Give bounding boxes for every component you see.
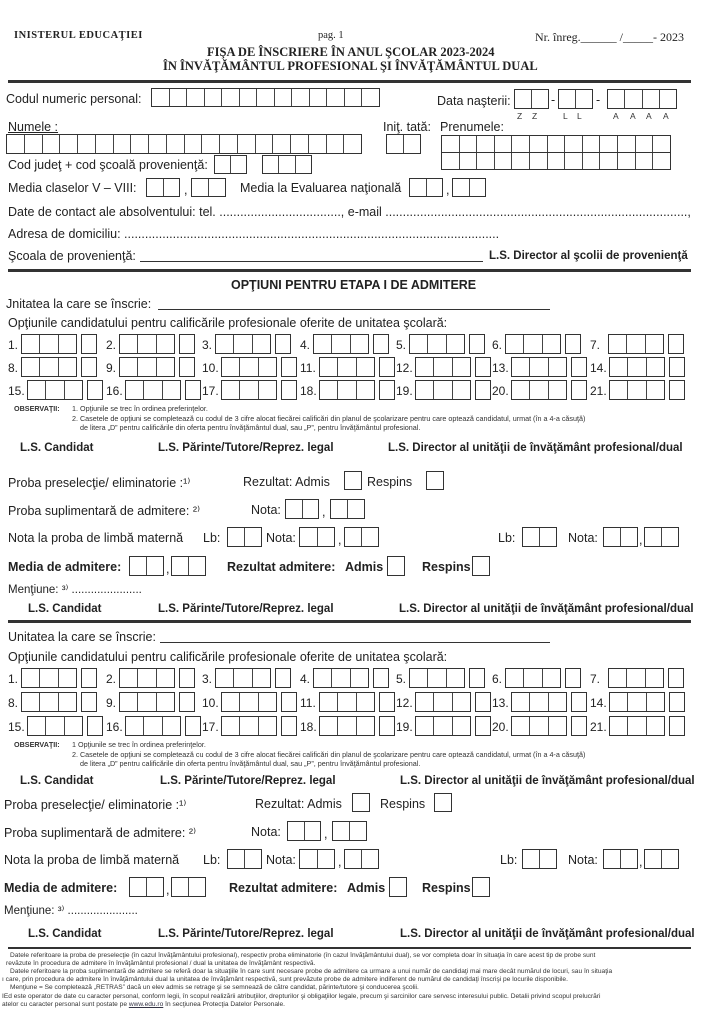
footnote-4a: IEd este operator de date cu caracter personal, conform legii, în scopul realizării atribuţiilor, drepturilor şi obligaţiilor legale, precum şi sarcinilor care servesc interesului public. Detalii privind scopul prelucrări	[2, 993, 601, 1000]
hint-year: A	[663, 111, 669, 121]
stage1-option-21-type-input[interactable]	[669, 380, 685, 400]
stage2-option-1-code-input[interactable]	[21, 668, 77, 688]
birth-year-input[interactable]	[607, 89, 677, 109]
stage2-supplementary-grade-dec[interactable]	[332, 821, 367, 841]
comma: ,	[338, 855, 342, 869]
hint-month: L	[563, 111, 568, 121]
stage2-admission-avg-label: Media de admitere:	[4, 881, 118, 895]
stage2-option-11-type-input[interactable]	[379, 692, 395, 712]
stage2-supplementary-grade-int[interactable]	[287, 821, 321, 841]
hint-year: A	[646, 111, 652, 121]
county-school-code-label: Cod judeţ + cod şcoală provenienţă:	[8, 158, 208, 172]
address-field[interactable]: Adresa de domiciliu: ............................................................................................................	[8, 227, 500, 241]
stage1-lang-label-2: Lb:	[498, 531, 516, 545]
stage1-preselection-admitted-checkbox[interactable]	[344, 471, 362, 490]
stage1-admitted-label: Admis	[345, 560, 384, 574]
stage1-option-number: 16.	[106, 384, 123, 398]
stage1-admission-avg-label: Media de admitere:	[8, 560, 122, 574]
stage2-option-number: 13.	[492, 696, 509, 710]
stage1-unit-input[interactable]	[158, 309, 550, 310]
stage2-option-4-type-input[interactable]	[373, 668, 389, 688]
stage2-option-7-code-input[interactable]	[608, 668, 664, 688]
footnote-1b: revăzute în procedura de admitere în învăţământul profesional / dual la unitatea de învăţământ respectivă.	[6, 960, 316, 967]
stage2-unit-label: Unitatea la care se înscrie:	[8, 630, 156, 644]
stage2-option-17-type-input[interactable]	[281, 716, 297, 736]
stage1-option-number: 12.	[396, 361, 413, 375]
stage1-obs-title: OBSERVAŢII:	[14, 404, 60, 413]
national-eval-int-input[interactable]	[409, 178, 443, 197]
stage1-sig-parent: L.S. Părinte/Tutore/Reprez. legal	[158, 442, 334, 454]
stage2-grade-label-2: Nota:	[266, 853, 296, 867]
stage1-supplementary-grade-int[interactable]	[285, 499, 319, 519]
stage2-option-11-code-input[interactable]	[319, 692, 375, 712]
stage2-option-1-type-input[interactable]	[81, 668, 97, 688]
father-initial-input[interactable]	[386, 134, 421, 154]
comma: ,	[166, 562, 170, 576]
stage2-lang-label-2: Lb:	[500, 853, 518, 867]
stage2-option-number: 4.	[300, 672, 311, 686]
stage2-unit-input[interactable]	[160, 642, 550, 643]
stage2-option-3-type-input[interactable]	[275, 668, 291, 688]
stage1-obs-2b: de litera „D” pentru calificările din oferta pentru învăţământul dual, sau „P”, pentru învăţământul profesional.	[80, 423, 421, 432]
county-code-input[interactable]	[214, 155, 247, 174]
stage1-option-3-code-input[interactable]	[215, 334, 271, 354]
origin-school-label: Şcoala de provenienţă:	[8, 249, 136, 263]
stage1-option-number: 8.	[8, 361, 19, 375]
stage2-admission-admitted-checkbox[interactable]	[389, 877, 407, 897]
stage2-option-5-type-input[interactable]	[469, 668, 485, 688]
stage2-option-8-code-input[interactable]	[21, 692, 77, 712]
stage1-option-16-code-input[interactable]	[125, 380, 181, 400]
footnote-2b: ı care, prin procedura de admitere în învăţământului dual la unitatea de învăţământ respectivă, sunt prevăzute probe de admitere indiferent de numărul de candidaţi înscrişi pe locurile disponibile.	[2, 976, 568, 983]
stage1-mother-tongue-grade-int-2[interactable]	[603, 527, 638, 547]
stage1-option-14-type-input[interactable]	[669, 357, 685, 377]
stage1-option-12-type-input[interactable]	[475, 357, 491, 377]
stage1-obs-2a: 2. Casetele de opţiuni se completează cu codul de 3 cifre alocat fiecărei calificări din planul de şcolarizare pentru care optează candidatul, urmat (în a 4-a căsuţă)	[72, 414, 586, 423]
stage1-grade-label-3: Nota:	[568, 531, 598, 545]
stage1-option-number: 11.	[300, 361, 316, 375]
stage1-option-8-code-input[interactable]	[21, 357, 77, 377]
stage1-mother-tongue-grade-dec-1[interactable]	[344, 527, 379, 547]
stage1-sig-director: L.S. Director al unităţii de învăţământ profesional/dual	[388, 442, 683, 454]
stage1-option-17-code-input[interactable]	[221, 380, 277, 400]
stage2-option-number: 12.	[396, 696, 413, 710]
stage2-option-5-code-input[interactable]	[409, 668, 465, 688]
stage1-option-number: 14.	[590, 361, 607, 375]
stage1-lang-input-2[interactable]	[522, 527, 557, 547]
stage1-options-label: Opţiunile candidatului pentru calificările profesionale oferite de unitatea şcolară:	[8, 316, 448, 330]
stage1-grade-label-2: Nota:	[266, 531, 296, 545]
stage1-option-7-type-input[interactable]	[668, 334, 684, 354]
stage1-grade-label: Nota:	[251, 503, 281, 517]
stage1-option-15-type-input[interactable]	[87, 380, 103, 400]
stage2-option-13-type-input[interactable]	[571, 692, 587, 712]
stage1-option-13-type-input[interactable]	[571, 357, 587, 377]
origin-school-input[interactable]	[140, 261, 483, 262]
stage2-option-16-code-input[interactable]	[125, 716, 181, 736]
stage1-sig2-parent: L.S. Părinte/Tutore/Reprez. legal	[158, 603, 334, 615]
footnote-2a: Datele referitoare la proba suplimentară de admitere se referă doar la situaţiile în care sunt necesare probe de admitere ca urmare a unui număr de candidaţi mai mare decât numărul de locuri, sau în situaţia	[10, 968, 613, 975]
stage2-option-12-code-input[interactable]	[415, 692, 471, 712]
stage2-option-number: 15.	[8, 720, 25, 734]
hint-year: A	[630, 111, 636, 121]
stage2-option-9-type-input[interactable]	[179, 692, 195, 712]
section-divider	[8, 269, 691, 272]
school-code-input[interactable]	[262, 155, 312, 174]
footnote-1a: Datele referitoare la proba de preselecţie (în cazul învăţământului profesional), respectiv proba eliminatorie (în cazul învăţământului dual), se vor completa doar în situaţia în care acest tip de probe sunt	[10, 952, 596, 959]
stage2-obs-1: 1 Opţiunile se trec în ordinea preferinţelor.	[72, 740, 206, 749]
registration-number: Nr. înreg.______ /_____- 2023	[535, 30, 684, 44]
hint-month: L	[577, 111, 582, 121]
stage2-option-number: 9.	[106, 696, 117, 710]
stage2-option-18-code-input[interactable]	[319, 716, 375, 736]
stage2-supplementary-label: Proba suplimentară de admitere: ²⁾	[4, 826, 197, 840]
stage1-option-8-type-input[interactable]	[81, 357, 97, 377]
stage2-preselection-rejected-checkbox[interactable]	[434, 793, 452, 812]
stage2-option-number: 5.	[396, 672, 407, 686]
stage2-option-number: 8.	[8, 696, 19, 710]
stage2-obs-2b: de litera „D” pentru calificările din oferta pentru învăţământul dual, sau „P”, pentru învăţământul profesional.	[80, 759, 421, 768]
stage2-option-20-code-input[interactable]	[511, 716, 567, 736]
stage2-option-6-code-input[interactable]	[505, 668, 561, 688]
stage1-mother-tongue-label: Nota la proba de limbă maternă	[8, 531, 184, 545]
stage2-lang-input-2[interactable]	[522, 849, 557, 869]
grades-v-viii-label: Media claselor V – VIII:	[8, 181, 137, 195]
stage1-admission-rejected-checkbox[interactable]	[472, 556, 490, 576]
stage1-option-6-code-input[interactable]	[505, 334, 561, 354]
stage1-option-number: 13.	[492, 361, 509, 375]
stage1-sig2-candidate: L.S. Candidat	[28, 603, 102, 615]
stage1-mother-tongue-grade-dec-2[interactable]	[644, 527, 679, 547]
stage1-option-11-type-input[interactable]	[379, 357, 395, 377]
stage1-option-3-type-input[interactable]	[275, 334, 291, 354]
stage2-lang-input-1[interactable]	[227, 849, 262, 869]
stage2-option-9-code-input[interactable]	[119, 692, 175, 712]
stage2-admission-avg-dec[interactable]	[171, 877, 206, 897]
stage1-option-12-code-input[interactable]	[415, 357, 471, 377]
stage2-option-number: 18.	[300, 720, 317, 734]
stage1-option-number: 1.	[8, 338, 19, 352]
stage2-option-number: 14.	[590, 696, 607, 710]
stage2-mention-field[interactable]: Menţiune: ³⁾ ......................	[4, 905, 138, 917]
birth-month-input[interactable]	[558, 89, 593, 109]
stage2-option-number: 17.	[202, 720, 219, 734]
stage1-option-number: 6.	[492, 338, 503, 352]
form-title-line2: ÎN ÎNVĂŢĂMÂNTUL PROFESIONAL ŞI ÎNVĂŢĂMÂNTUL DUAL	[163, 59, 538, 73]
stage2-lang-label: Lb:	[203, 853, 221, 867]
stage2-preselection-label: Proba preselecţie/ eliminatorie :¹⁾	[4, 798, 187, 812]
cnp-label: Codul numeric personal:	[6, 92, 142, 106]
stage2-option-number: 16.	[106, 720, 123, 734]
stage1-lang-input-1[interactable]	[227, 527, 262, 547]
comma: ,	[639, 855, 643, 869]
stage1-option-number: 7.	[590, 338, 601, 352]
stage2-sig-director: L.S. Director al unităţii de învăţământ profesional/dual	[400, 775, 695, 787]
stage2-sig2-director: L.S. Director al unităţii de învăţământ profesional/dual	[400, 928, 695, 940]
stage1-obs-1: 1. Opţiunile se trec în ordinea preferinţelor.	[72, 404, 208, 413]
stage1-option-18-type-input[interactable]	[379, 380, 395, 400]
stage1-option-19-type-input[interactable]	[475, 380, 491, 400]
stage2-option-21-type-input[interactable]	[669, 716, 685, 736]
footnote-3: Menţiune = Se completează „RETRAS” dacă un elev admis se retrage şi se semnează de către candidat, părinte/tutore şi conducerea şcolii.	[10, 984, 419, 991]
grades-v-viii-dec-input[interactable]	[191, 178, 226, 197]
section-divider	[8, 620, 691, 623]
edu-ro-link[interactable]: www.edu.ro	[128, 1001, 164, 1008]
cnp-input[interactable]	[151, 88, 380, 107]
stage1-option-11-code-input[interactable]	[319, 357, 375, 377]
stage1-option-1-code-input[interactable]	[21, 334, 77, 354]
stage2-option-2-code-input[interactable]	[119, 668, 175, 688]
stage2-option-14-code-input[interactable]	[609, 692, 665, 712]
stage2-admission-result-label: Rezultat admitere:	[229, 881, 338, 895]
stage1-option-1-type-input[interactable]	[81, 334, 97, 354]
stage2-options-label: Opţiunile candidatului pentru calificările profesionale oferite de unitatea şcolară:	[8, 650, 448, 664]
stage1-option-2-type-input[interactable]	[179, 334, 195, 354]
stage1-rejected-label-2: Respins	[422, 560, 471, 574]
stage2-mother-tongue-grade-int-1[interactable]	[299, 849, 335, 869]
comma: ,	[639, 533, 643, 547]
dash: -	[596, 93, 601, 107]
stage1-option-number: 4.	[300, 338, 311, 352]
stage1-option-2-code-input[interactable]	[119, 334, 175, 354]
stage1-rejected-label: Respins	[367, 475, 413, 489]
stage2-option-20-type-input[interactable]	[571, 716, 587, 736]
stage1-supplementary-grade-dec[interactable]	[330, 499, 365, 519]
stage2-option-12-type-input[interactable]	[475, 692, 491, 712]
stage1-option-9-code-input[interactable]	[119, 357, 175, 377]
stage1-option-13-code-input[interactable]	[511, 357, 567, 377]
stage2-option-number: 7.	[590, 672, 601, 686]
stage1-option-9-type-input[interactable]	[179, 357, 195, 377]
stage1-option-number: 19.	[396, 384, 413, 398]
stage2-option-10-type-input[interactable]	[281, 692, 297, 712]
footnote-4b-text: atelor cu caracter personal sunt postate pe	[2, 1001, 129, 1008]
stage1-admission-admitted-checkbox[interactable]	[387, 556, 405, 576]
stage2-option-number: 19.	[396, 720, 413, 734]
stage1-option-number: 15.	[8, 384, 25, 398]
first-name-input-row1[interactable]	[441, 135, 671, 153]
stage2-grade-label-3: Nota:	[568, 853, 598, 867]
stage1-option-5-type-input[interactable]	[469, 334, 485, 354]
stage2-rejected-label: Respins	[380, 797, 426, 811]
stage2-mother-tongue-label: Nota la proba de limbă maternă	[4, 853, 180, 867]
stage1-option-20-code-input[interactable]	[511, 380, 567, 400]
comma: ,	[324, 827, 328, 841]
stage2-option-19-type-input[interactable]	[475, 716, 491, 736]
comma: ,	[166, 883, 170, 897]
stage1-lang-label: Lb:	[203, 531, 221, 545]
stage1-admission-avg-int[interactable]	[129, 556, 164, 576]
stage1-option-number: 2.	[106, 338, 117, 352]
comma: ,	[184, 183, 188, 197]
birth-day-input[interactable]	[514, 89, 549, 109]
dash: -	[551, 93, 556, 107]
stage2-admission-rejected-checkbox[interactable]	[472, 877, 490, 897]
stage2-option-number: 21.	[590, 720, 607, 734]
grades-v-viii-int-input[interactable]	[146, 178, 180, 197]
stage2-admission-avg-int[interactable]	[129, 877, 164, 897]
stage2-admitted-label: Admis	[347, 881, 386, 895]
stage1-option-4-code-input[interactable]	[313, 334, 369, 354]
stage2-grade-label: Nota:	[251, 825, 281, 839]
stage2-option-19-code-input[interactable]	[415, 716, 471, 736]
stage2-option-15-type-input[interactable]	[87, 716, 103, 736]
stage2-obs-2a: 2. Casetele de opţiuni se completează cu codul de 3 cifre alocat fiecărei calificări din planul de şcolarizare pentru care optează candidatul, urmat (în a 4-a căsuţă)	[72, 750, 586, 759]
stage1-option-16-type-input[interactable]	[185, 380, 201, 400]
stage2-option-4-code-input[interactable]	[313, 668, 369, 688]
stage2-option-2-type-input[interactable]	[179, 668, 195, 688]
stage1-option-19-code-input[interactable]	[415, 380, 471, 400]
stage1-option-6-type-input[interactable]	[565, 334, 581, 354]
stage1-sig-candidate: L.S. Candidat	[20, 442, 94, 454]
father-initial-label: Iniţ. tată:	[383, 120, 431, 134]
stage2-mother-tongue-grade-int-2[interactable]	[603, 849, 638, 869]
header-divider	[8, 80, 691, 83]
stage1-option-20-type-input[interactable]	[571, 380, 587, 400]
stage2-option-number: 11.	[300, 696, 316, 710]
stage2-sig2-parent: L.S. Părinte/Tutore/Reprez. legal	[158, 928, 334, 940]
stage2-sig-parent: L.S. Părinte/Tutore/Reprez. legal	[160, 775, 336, 787]
stage1-title: OPŢIUNI PENTRU ETAPA I DE ADMITERE	[231, 278, 477, 292]
stage1-option-number: 20.	[492, 384, 509, 398]
birth-date-label: Data naşterii:	[437, 94, 511, 108]
page-number: pag. 1	[318, 30, 344, 41]
stage1-option-number: 5.	[396, 338, 407, 352]
stage2-mother-tongue-grade-dec-1[interactable]	[344, 849, 379, 869]
stage1-option-4-type-input[interactable]	[373, 334, 389, 354]
stage1-supplementary-label: Proba suplimentară de admitere: ²⁾	[8, 504, 201, 518]
stage2-option-10-code-input[interactable]	[221, 692, 277, 712]
stage1-option-number: 9.	[106, 361, 117, 375]
stage2-option-number: 2.	[106, 672, 117, 686]
stage1-option-15-code-input[interactable]	[27, 380, 83, 400]
footer-divider	[8, 947, 691, 949]
comma: ,	[322, 505, 326, 519]
stage1-option-21-code-input[interactable]	[609, 380, 665, 400]
stage2-sig2-candidate: L.S. Candidat	[28, 928, 102, 940]
stage2-option-number: 1.	[8, 672, 19, 686]
last-name-input[interactable]	[6, 134, 362, 154]
footnote-4b-text-end: în secţiunea Protecţia Datelor Personale.	[163, 1001, 285, 1008]
stage1-option-number: 18.	[300, 384, 317, 398]
stage2-option-21-code-input[interactable]	[609, 716, 665, 736]
form-title-line1: FIŞA DE ÎNSCRIERE ÎN ANUL ŞCOLAR 2023-2024	[207, 45, 495, 59]
ministry-name: INISTERUL EDUCAŢIEI	[14, 30, 143, 41]
stage1-option-5-code-input[interactable]	[409, 334, 465, 354]
stage1-result-label: Rezultat: Admis	[243, 475, 330, 489]
first-name-label: Prenumele:	[440, 120, 504, 134]
stage1-mention-field[interactable]: Menţiune: ³⁾ ......................	[8, 584, 142, 596]
stage2-option-number: 10.	[202, 696, 219, 710]
hint-day: Z	[517, 111, 523, 121]
stage2-obs-title: OBSERVAŢII:	[14, 740, 60, 749]
stage2-option-number: 6.	[492, 672, 503, 686]
stage2-mother-tongue-grade-dec-2[interactable]	[644, 849, 679, 869]
stage1-option-17-type-input[interactable]	[281, 380, 297, 400]
stage2-option-14-type-input[interactable]	[669, 692, 685, 712]
national-eval-dec-input[interactable]	[452, 178, 486, 197]
origin-school-director-signature: L.S. Director al şcolii de provenienţă	[489, 250, 688, 262]
stage1-option-14-code-input[interactable]	[609, 357, 665, 377]
stage2-option-3-code-input[interactable]	[215, 668, 271, 688]
stage2-result-label: Rezultat: Admis	[255, 797, 342, 811]
stage2-option-15-code-input[interactable]	[27, 716, 83, 736]
stage1-option-number: 17.	[202, 384, 219, 398]
stage2-option-7-type-input[interactable]	[668, 668, 684, 688]
last-name-label: Numele :	[8, 120, 59, 134]
stage2-option-8-type-input[interactable]	[81, 692, 97, 712]
national-eval-label: Media la Evaluarea naţională	[240, 181, 402, 195]
stage2-option-16-type-input[interactable]	[185, 716, 201, 736]
contact-field[interactable]: Date de contact ale absolventului: tel. ..................................., e-mail .......................................................................................,	[8, 205, 691, 219]
stage1-option-18-code-input[interactable]	[319, 380, 375, 400]
stage2-option-6-type-input[interactable]	[565, 668, 581, 688]
first-name-input-row2[interactable]	[441, 152, 671, 170]
stage2-option-13-code-input[interactable]	[511, 692, 567, 712]
stage2-option-17-code-input[interactable]	[221, 716, 277, 736]
hint-year: A	[613, 111, 619, 121]
stage2-sig-candidate: L.S. Candidat	[20, 775, 94, 787]
stage1-sig2-director: L.S. Director al unităţii de învăţământ profesional/dual	[399, 603, 694, 615]
stage1-option-10-code-input[interactable]	[221, 357, 277, 377]
stage2-option-number: 3.	[202, 672, 213, 686]
stage1-option-number: 3.	[202, 338, 213, 352]
stage2-option-18-type-input[interactable]	[379, 716, 395, 736]
stage2-rejected-label-2: Respins	[422, 881, 471, 895]
stage1-option-number: 21.	[590, 384, 607, 398]
stage1-mother-tongue-grade-int-1[interactable]	[299, 527, 335, 547]
stage1-admission-avg-dec[interactable]	[171, 556, 206, 576]
stage1-preselection-label: Proba preselecţie/ eliminatorie :¹⁾	[8, 476, 191, 490]
stage1-unit-label: Jnitatea la care se înscrie:	[6, 297, 152, 311]
stage1-preselection-rejected-checkbox[interactable]	[426, 471, 444, 490]
stage1-option-10-type-input[interactable]	[281, 357, 297, 377]
comma: ,	[338, 533, 342, 547]
stage2-preselection-admitted-checkbox[interactable]	[352, 793, 370, 812]
stage1-option-7-code-input[interactable]	[608, 334, 664, 354]
hint-day: Z	[532, 111, 538, 121]
stage1-option-number: 10.	[202, 361, 219, 375]
comma: ,	[446, 183, 450, 197]
footnote-4b	[2, 1001, 285, 1010]
stage2-option-number: 20.	[492, 720, 509, 734]
stage1-admission-result-label: Rezultat admitere:	[227, 560, 336, 574]
